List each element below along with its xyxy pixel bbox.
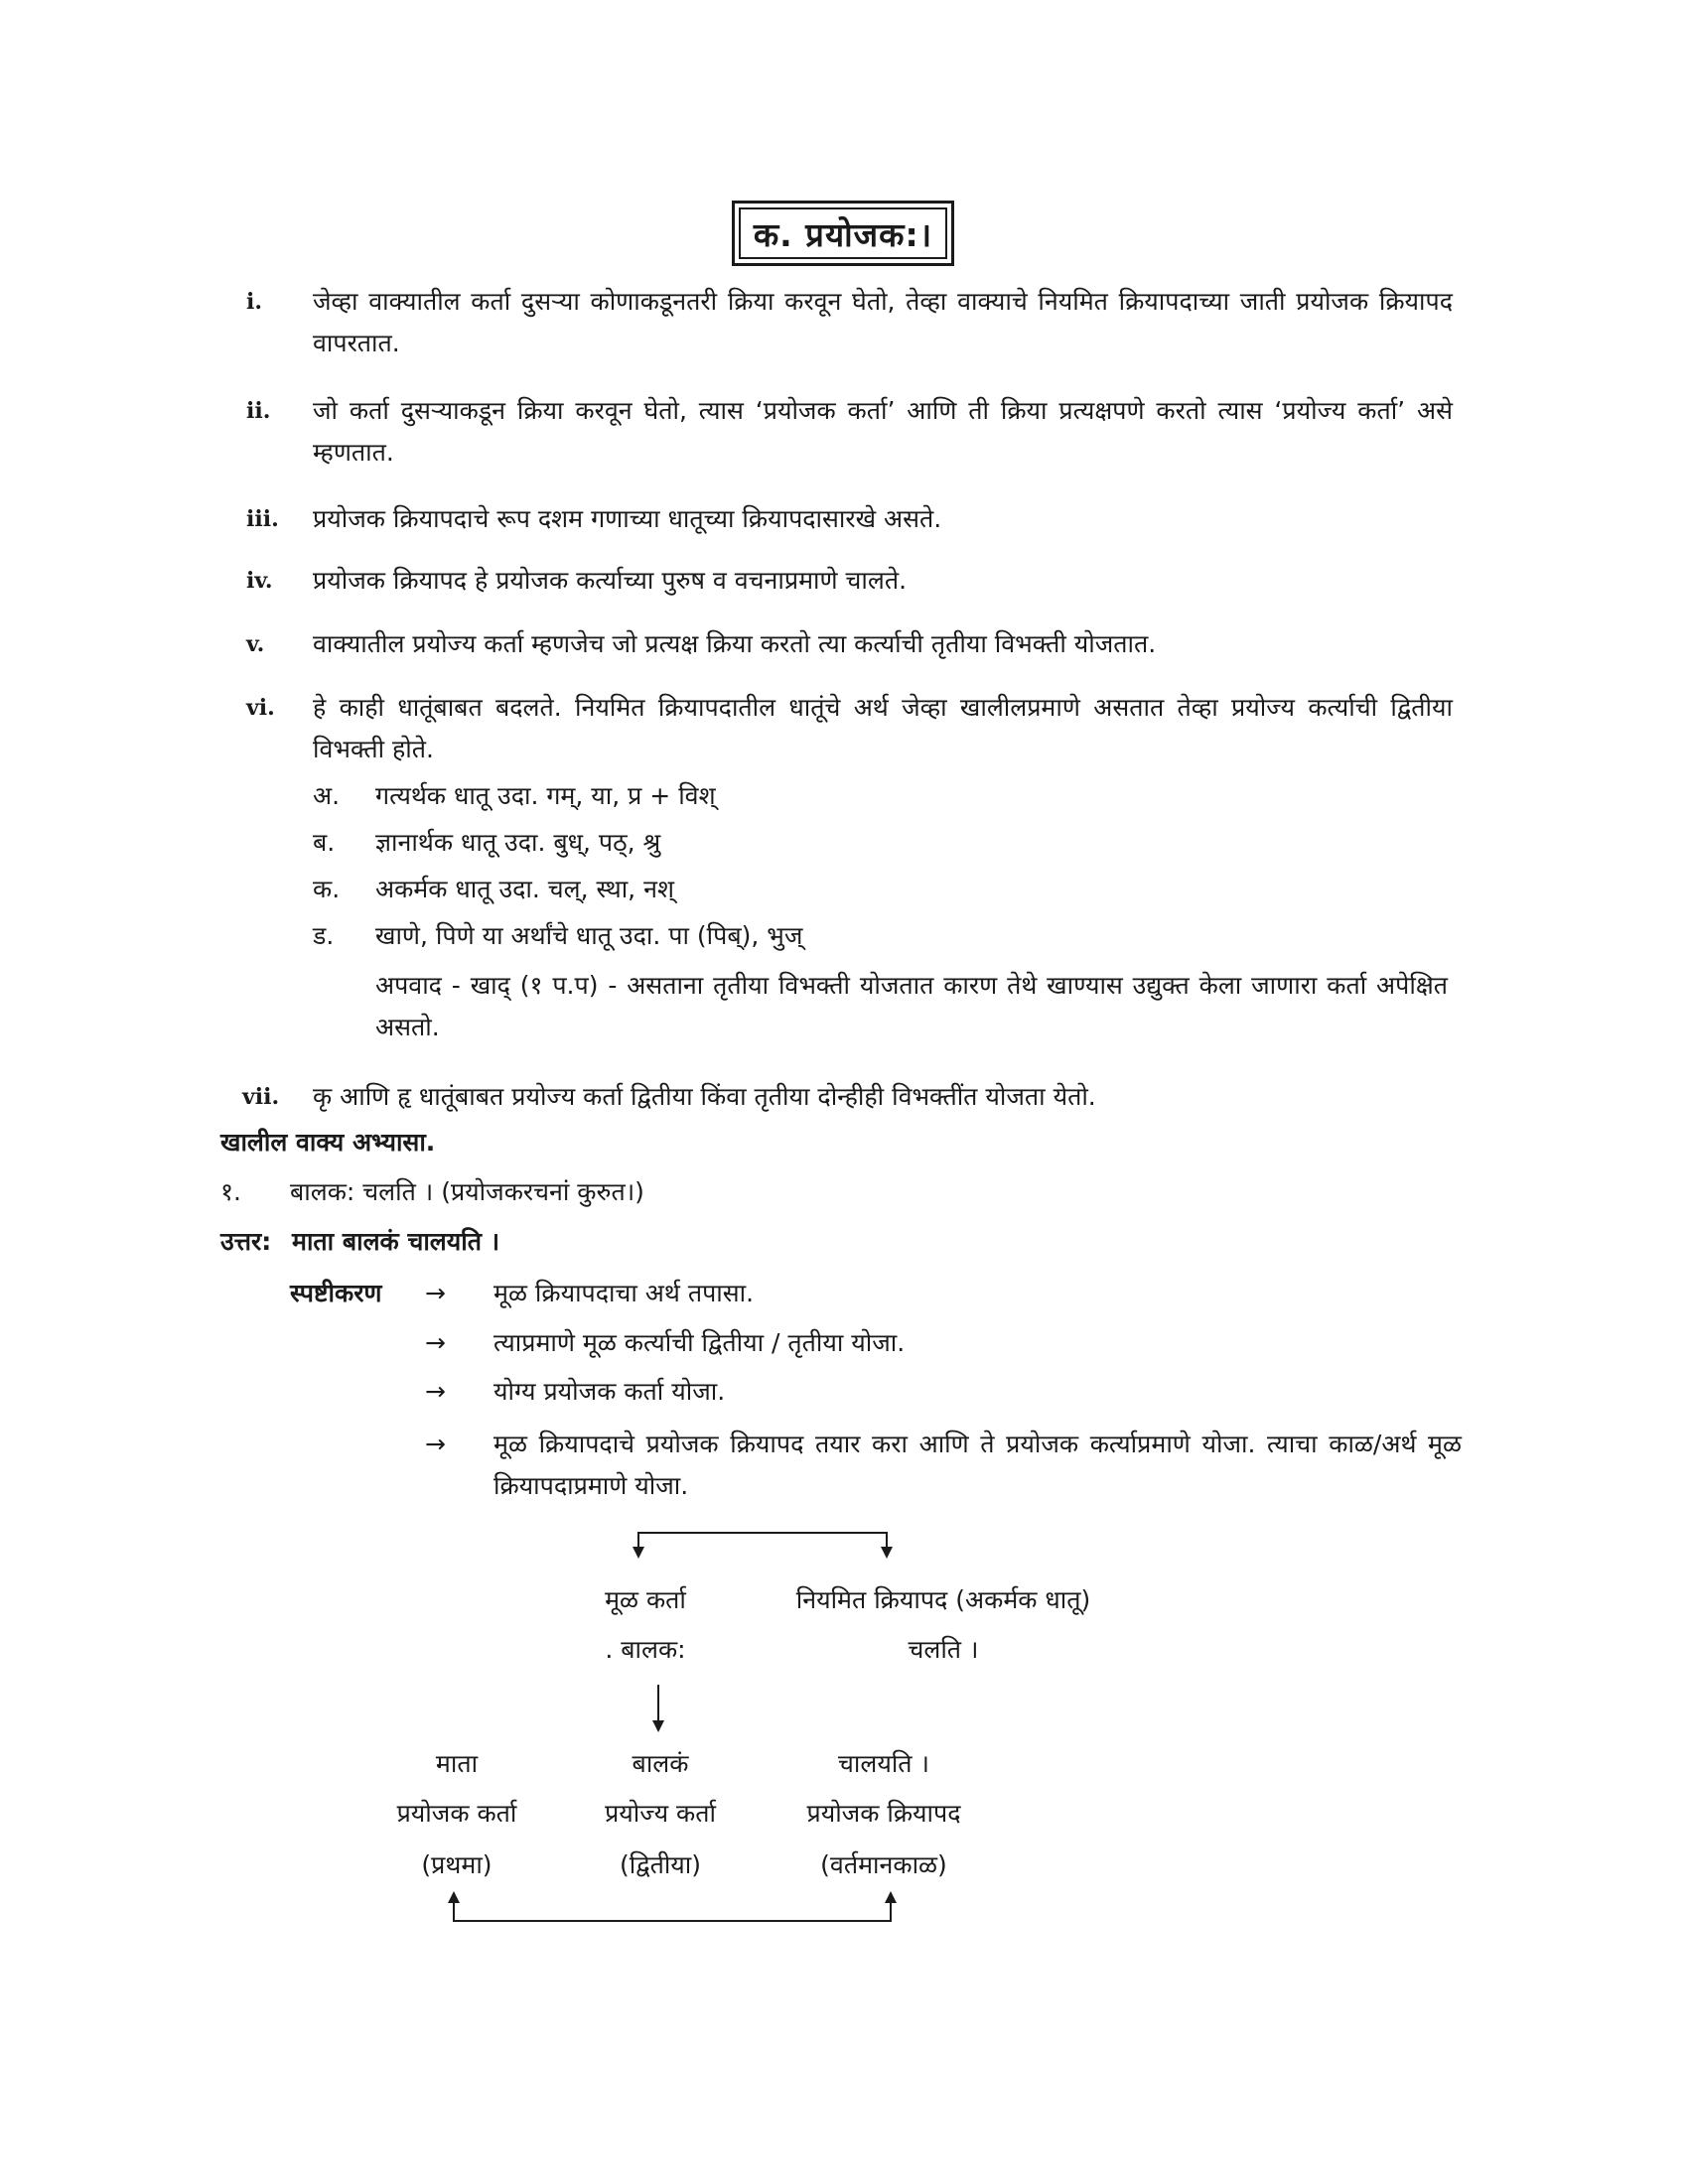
explanation-step: मूळ क्रियापदाचे प्रयोजक क्रियापद तयार करा आणि ते प्रयोजक कर्त्याप्रमाणे योजा. त्याचा काळ/अर्थ मूळ क्रियापदाप्रमाणे योजा. — [493, 1430, 1462, 1500]
sub-item-text: अकर्मक धातू उदा. चल्, स्था, नश् — [375, 875, 674, 903]
connector-line — [637, 1532, 888, 1534]
arrow-icon: → — [425, 1430, 446, 1458]
connector-line — [890, 1901, 892, 1921]
explanation-step: मूळ क्रियापदाचा अर्थ तपासा. — [493, 1279, 755, 1307]
arrow-down-icon — [633, 1547, 644, 1559]
causal-verb-label: प्रयोजक क्रियापद — [806, 1799, 961, 1828]
rule-number: i. — [246, 289, 263, 315]
arrow-down-icon — [881, 1547, 893, 1559]
example-text: बालक: चलति । (प्रयोजकरचनां कुरुत।) — [290, 1177, 644, 1206]
rule-text: जेव्हा वाक्यातील कर्ता दुसऱ्या कोणाकडूनतरी क्रिया करवून घेतो, तेव्हा वाक्याचे नियमित क्रियापदाच्या जाती प्रयोजक क्रियापद वापरतात. — [313, 287, 1453, 357]
rule-number: iii. — [246, 506, 279, 532]
connector-line — [453, 1920, 892, 1922]
causer-label: प्रयोजक कर्ता — [396, 1799, 517, 1828]
rule-number: iv. — [246, 568, 273, 594]
explanation-step: योग्य प्रयोजक कर्ता योजा. — [493, 1377, 726, 1406]
original-subject: . बालक: — [605, 1635, 686, 1664]
connector-line — [453, 1901, 455, 1921]
answer-label: उत्तर: — [220, 1227, 272, 1256]
arrow-down-icon — [652, 1720, 664, 1732]
explanation-step: त्याप्रमाणे मूळ कर्त्याची द्वितीया / तृतीया योजा. — [493, 1328, 906, 1357]
rule-text: प्रयोजक क्रियापद हे प्रयोजक कर्त्याच्या पुरुष व वचनाप्रमाणे चालते. — [313, 566, 908, 595]
causee-label: प्रयोज्य कर्ता — [605, 1799, 716, 1828]
rule-number: vi. — [246, 695, 275, 721]
sub-item-text: गत्यर्थक धातू उदा. गम्, या, प्र + विश् — [375, 781, 716, 810]
causer-word: माता — [435, 1749, 479, 1778]
rule-number: vii. — [242, 1084, 280, 1110]
title-box — [732, 201, 954, 266]
sub-item-text: खाणे, पिणे या अर्थांचे धातू उदा. पा (पिब्), भुज् — [375, 921, 803, 950]
regular-verb-label: नियमित क्रियापद (अकर्मक धातू) — [795, 1585, 1091, 1614]
answer-text: माता बालकं चालयति । — [292, 1227, 500, 1256]
rule-text: वाक्यातील प्रयोज्य कर्ता म्हणजेच जो प्रत्यक्ष क्रिया करतो त्या कर्त्याची तृतीया विभक्ती योजतात. — [313, 629, 1157, 658]
rule-number: v. — [246, 631, 265, 657]
sub-item-letter: ड. — [313, 921, 335, 950]
original-subject-label: मूळ कर्ता — [605, 1585, 686, 1614]
rule-text: कृ आणि हृ धातूंबाबत प्रयोज्य कर्ता द्वितीया किंवा तृतीया दोन्हीही विभक्तींत योजता येतो. — [313, 1082, 1096, 1111]
arrow-icon: → — [425, 1279, 446, 1307]
connector-line — [657, 1685, 659, 1722]
arrow-icon: → — [425, 1328, 446, 1357]
rule-text: प्रयोजक क्रियापदाचे रूप दशम गणाच्या धातूच्या क्रियापदासारखे असते. — [313, 504, 942, 533]
example-number: १. — [220, 1177, 241, 1206]
page-title: क. प्रयोजक:। — [739, 207, 947, 259]
study-heading: खालील वाक्य अभ्यासा. — [220, 1128, 436, 1157]
sub-item-letter: ब. — [313, 828, 336, 857]
regular-verb: चलति । — [908, 1635, 979, 1664]
sub-item-letter: अ. — [313, 781, 341, 810]
rule-text: हे काही धातूंबाबत बदलते. नियमित क्रियापदातील धातूंचे अर्थ जेव्हा खालीलप्रमाणे असतात तेव्हा प्रयोज्य कर्त्याची द्वितीया विभक्ती होते. — [313, 693, 1453, 763]
arrow-icon: → — [425, 1377, 446, 1406]
causee-word: बालकं — [632, 1749, 689, 1778]
exception-text: अपवाद - खाद् (१ प.प) - असताना तृतीया विभक्ती योजतात कारण तेथे खाण्यास उद्युक्त केला जाणारा कर्ता अपेक्षित असतो. — [375, 971, 1448, 1041]
sub-item-letter: क. — [313, 875, 341, 903]
causal-verb-word: चालयति । — [838, 1749, 929, 1778]
rule-text: जो कर्ता दुसऱ्याकडून क्रिया करवून घेतो, त्यास ‘प्रयोजक कर्ता’ आणि ती क्रिया प्रत्यक्षपणे करतो त्यास ‘प्रयोज्य कर्ता’ असे म्हणतात. — [313, 396, 1453, 467]
causee-case: (द्वितीया) — [619, 1850, 702, 1879]
sub-item-text: ज्ञानार्थक धातू उदा. बुध्, पठ्, श्रु — [375, 828, 661, 857]
causal-verb-tense: (वर्तमानकाळ) — [820, 1850, 947, 1879]
rule-number: ii. — [246, 398, 271, 424]
explanation-label: स्पष्टीकरण — [290, 1279, 382, 1307]
causer-case: (प्रथमा) — [421, 1850, 492, 1879]
